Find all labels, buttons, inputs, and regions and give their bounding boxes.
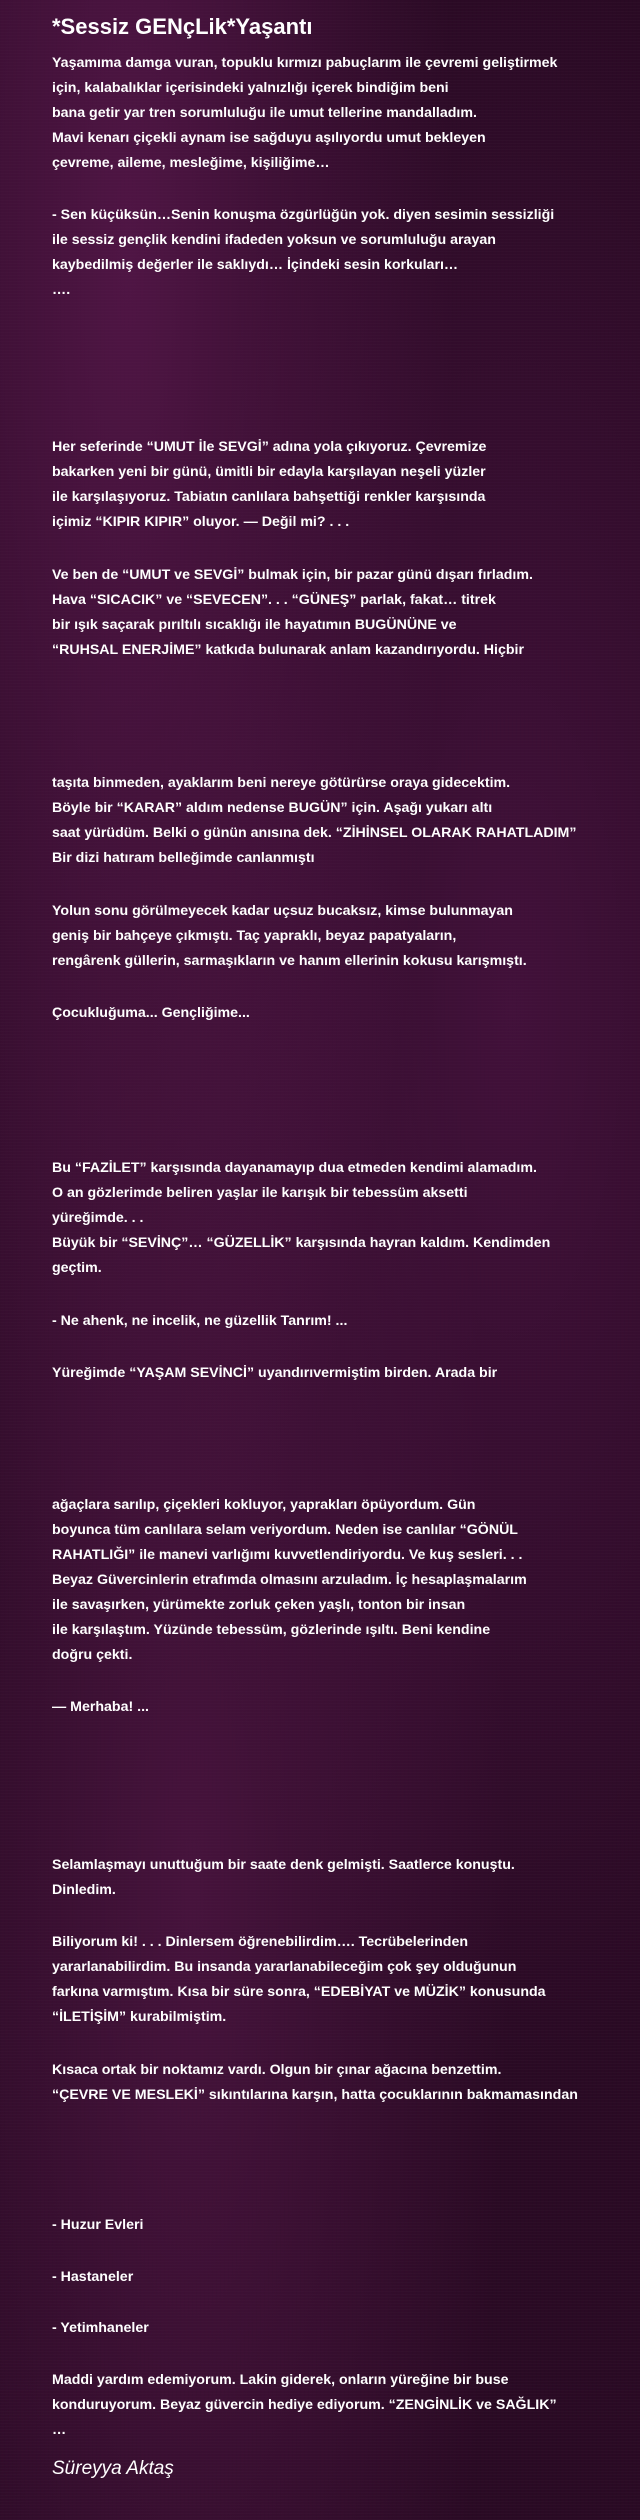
poem-line: - Ne ahenk, ne incelik, ne güzellik Tanrım! ... — [52, 1313, 348, 1329]
poem-line: …. — [52, 282, 71, 298]
poem-line: bakarken yeni bir günü, ümitli bir edayla karşılayan neşeli yüzler — [52, 464, 486, 480]
poem-line: ile sessiz gençlik kendini ifadeden yoksun ve sorumluluğu arayan — [52, 232, 496, 248]
poem-line: içimiz “KIPIR KIPIR” oluyor. — Değil mi? . . . — [52, 514, 350, 530]
poem-line: Yaşamıma damga vuran, topuklu kırmızı pabuçlarım ile çevremi geliştirmek — [52, 55, 558, 71]
poem-line: ile karşılaştım. Yüzünde tebessüm, gözlerinde ışıltı. Beni kendine — [52, 1622, 491, 1638]
poem-line: bir ışık saçarak pırıltılı sıcaklığı ile hayatımın BUGÜNÜNE ve — [52, 617, 457, 633]
poem-line: Bir dizi hatıram belleğimde canlanmıştı — [52, 850, 315, 866]
poem-line: taşıta binmeden, ayaklarım beni nereye götürürse oraya gidecektim. — [52, 775, 511, 791]
poem-line: Kısaca ortak bir noktamız vardı. Olgun bir çınar ağacına benzettim. — [52, 2062, 502, 2078]
poem-line: - Hastaneler — [52, 2269, 134, 2285]
poem-line: doğru çekti. — [52, 1647, 133, 1663]
poem-line: “RUHSAL ENERJİME” katkıda bulunarak anlam kazandırıyordu. Hiçbir — [52, 642, 524, 658]
poem-line: … — [52, 2422, 67, 2438]
poem-line: yararlanabilirdim. Bu insanda yararlanabileceğim çok şey olduğunun — [52, 1959, 517, 1975]
poem-line: Beyaz Güvercinlerin etrafımda olmasını arzuladım. İç hesaplaşmalarım — [52, 1572, 527, 1588]
poem-line: RAHATLIĞI” ile manevi varlığımı kuvvetlendiriyordu. Ve kuş sesleri. . . — [52, 1547, 523, 1563]
poem-line: Her seferinde “UMUT İle SEVGİ” adına yola çıkıyoruz. Çevremize — [52, 439, 487, 455]
poem-line: Büyük bir “SEVİNÇ”… “GÜZELLİK” karşısında hayran kaldım. Kendimden — [52, 1235, 551, 1251]
poem-line: Yolun sonu görülmeyecek kadar uçsuz bucaksız, kimse bulunmayan — [52, 903, 513, 919]
poem-line: Ve ben de “UMUT ve SEVGİ” bulmak için, bir pazar günü dışarı fırladım. — [52, 567, 533, 583]
poem-line: - Yetimhaneler — [52, 2320, 149, 2336]
poem-line: bana getir yar tren sorumluluğu ile umut tellerine mandalladım. — [52, 105, 477, 121]
poem-line: boyunca tüm canlılara selam veriyordum. Neden ise canlılar “GÖNÜL — [52, 1522, 518, 1538]
poem-line: Çocukluğuma... Gençliğime... — [52, 1005, 250, 1021]
poem-line: ile karşılaşıyoruz. Tabiatın canlılara bahşettiği renkler karşısında — [52, 489, 486, 505]
poem-line: - Huzur Evleri — [52, 2217, 144, 2233]
poem-line: Biliyorum ki! . . . Dinlersem öğrenebilirdim…. Tecrübelerinden — [52, 1934, 468, 1950]
poem-line: konduruyorum. Beyaz güvercin hediye ediyorum. “ZENGİNLİK ve SAĞLIK” — [52, 2397, 557, 2413]
poem-line: çevreme, aileme, mesleğime, kişiliğime… — [52, 155, 330, 171]
poem-line: geniş bir bahçeye çıkmıştı. Taç yapraklı, beyaz papatyaların, — [52, 928, 457, 944]
poem-line: Yüreğimde “YAŞAM SEVİNCİ” uyandırıvermiştim birden. Arada bir — [52, 1365, 498, 1381]
poem-line: Selamlaşmayı unuttuğum bir saate denk gelmişti. Saatlerce konuştu. — [52, 1857, 515, 1873]
poem-line: saat yürüdüm. Belki o günün anısına dek. “ZİHİNSEL OLARAK RAHATLADIM” — [52, 825, 577, 841]
poem-title: *Sessiz GENçLik*Yaşantı — [52, 14, 313, 39]
poem-line: geçtim. — [52, 1260, 102, 1276]
poem-line: Maddi yardım edemiyorum. Lakin giderek, onların yüreğine bir buse — [52, 2372, 509, 2388]
poem-line: - Sen küçüksün…Senin konuşma özgürlüğün yok. diyen sesimin sessizliği — [52, 207, 555, 223]
poem-line: kaybedilmiş değerler ile saklıydı… İçindeki sesin korkuları… — [52, 257, 459, 273]
poem-line: farkına varmıştım. Kısa bir süre sonra, “EDEBİYAT ve MÜZİK” konusunda — [52, 1984, 546, 2000]
poem-line: Hava “SICACIK” ve “SEVECEN”. . . “GÜNEŞ” parlak, fakat… titrek — [52, 592, 496, 608]
poem-line: Mavi kenarı çiçekli aynam ise sağduyu aşılıyordu umut bekleyen — [52, 130, 486, 146]
author-name: Süreyya Aktaş — [52, 2458, 174, 2479]
poem-line: ile savaşırken, yürümekte zorluk çeken yaşlı, tonton bir insan — [52, 1597, 466, 1613]
poem-line: için, kalabalıklar içerisindeki yalnızlığı içerek bindiğim beni — [52, 80, 449, 96]
poem-line: O an gözlerimde beliren yaşlar ile karışık bir tebessüm aksetti — [52, 1185, 468, 1201]
poem-line: “ÇEVRE VE MESLEKİ” sıkıntılarına karşın, hatta çocuklarının bakmamasından — [52, 2087, 578, 2103]
poem-line: Dinledim. — [52, 1882, 116, 1898]
poem-line: Böyle bir “KARAR” aldım nedense BUGÜN” için. Aşağı yukarı altı — [52, 800, 493, 816]
poem-line: “İLETİŞİM” kurabilmiştim. — [52, 2009, 227, 2025]
poem-line: — Merhaba! ... — [52, 1699, 149, 1715]
poem-line: ağaçlara sarılıp, çiçekleri kokluyor, yaprakları öpüyordum. Gün — [52, 1497, 476, 1513]
poem-line: yüreğimde. . . — [52, 1210, 144, 1226]
poem-line: rengârenk güllerin, sarmaşıkların ve hanım ellerinin kokusu karışmıştı. — [52, 953, 527, 969]
poem-line: Bu “FAZİLET” karşısında dayanamayıp dua etmeden kendimi alamadım. — [52, 1160, 537, 1176]
